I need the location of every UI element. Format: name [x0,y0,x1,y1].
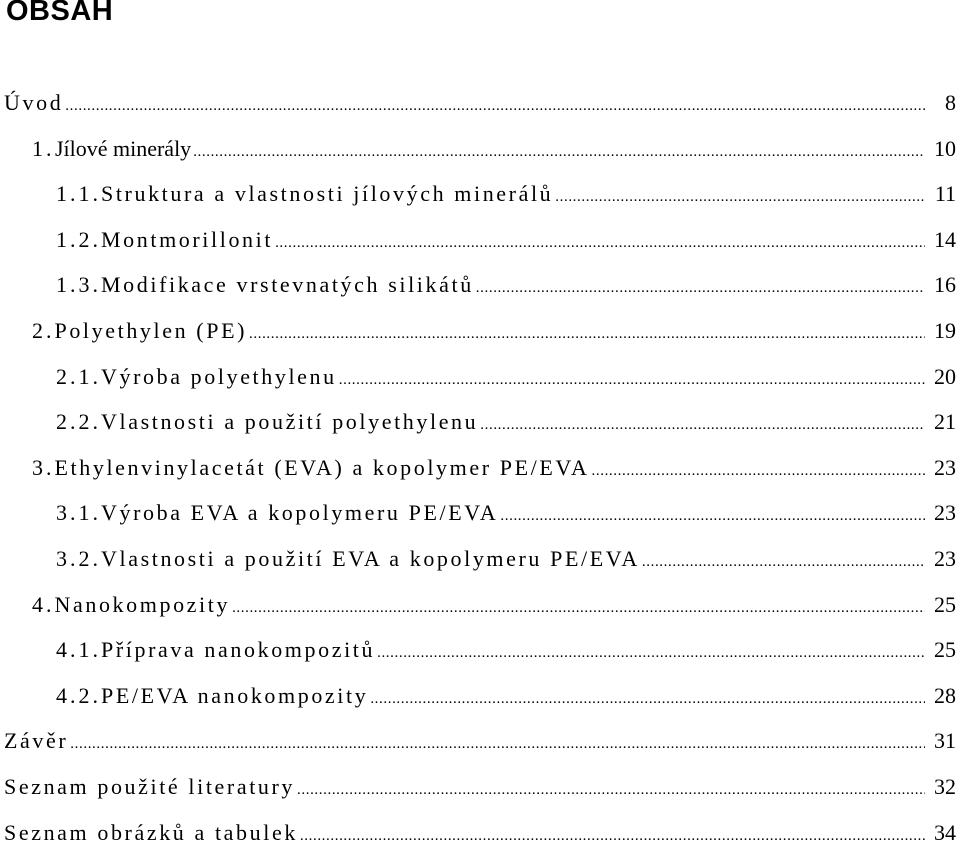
toc-entry[interactable] [0,683,960,727]
toc-entry-title: Příprava nanokompozitů [101,637,376,663]
toc-page-number: 20 [934,363,956,389]
toc-entry-title: Vlastnosti a použití polyethylenu [101,409,479,435]
toc-page-number: 19 [934,318,956,343]
toc-entry[interactable] [0,546,960,590]
toc-entry-number: 1.1. [56,181,101,207]
toc-dot-leader [232,600,925,617]
toc-page-number: 16 [934,272,956,298]
toc-dot-leader [339,372,925,389]
toc-dot-leader [476,280,925,297]
toc-dot-leader [297,782,925,799]
toc-page-number: 25 [934,591,956,617]
toc-entry-number: 3.2. [56,546,101,571]
toc-entry[interactable] [0,637,960,681]
toc-entry-number: 3.1. [56,500,101,526]
toc-dot-leader [249,326,925,343]
toc-entry[interactable] [0,820,960,864]
toc-page-number: 21 [934,409,956,435]
toc-page-number: 11 [934,181,956,207]
toc-page-number: 23 [934,546,956,571]
toc-entry-title: PE/EVA nanokompozity [101,682,369,708]
toc-entry[interactable] [0,181,960,225]
toc-entry-number: 4.1. [56,637,101,663]
toc-entry-title: Nanokompozity [54,591,231,617]
toc-dot-leader [70,736,925,753]
toc-entry-title: Modifikace vrstevnatých silikátů [101,272,474,298]
toc-page-number: 31 [934,728,956,754]
toc-entry-title: Seznam použité literatury [4,774,296,799]
toc-entry[interactable] [0,136,960,180]
toc-dot-leader [500,508,925,525]
toc-entry-title: Ethylenvinylacetát (EVA) a kopolymer PE/EVA [54,454,590,480]
toc-entry-number: 2.1. [56,363,101,389]
toc-page-number: 32 [934,774,956,799]
toc-page-number: 34 [934,819,956,845]
toc-page-number: 10 [934,135,956,161]
toc-entry[interactable] [0,774,960,818]
toc-entry[interactable] [0,409,960,453]
toc-entry[interactable] [0,500,960,544]
toc-entry[interactable] [0,318,960,362]
toc-page-number: 8 [945,90,956,115]
toc-entry-number: 1.2. [56,226,101,252]
toc-dot-leader [275,235,925,252]
toc-entry-number: 2.2. [56,409,101,435]
toc-entry[interactable] [0,364,960,408]
toc-dot-leader [377,645,925,662]
toc-entry-title: Jílové minerály [54,135,192,161]
toc-entry-title: Seznam obrázků a tabulek [4,819,298,845]
toc-dot-leader [370,691,925,708]
toc-page-number: 28 [934,682,956,708]
toc-page-number: 25 [934,637,956,663]
toc-entry-title: Montmorillonit [101,226,274,252]
toc-entry[interactable] [0,455,960,499]
toc-entry[interactable] [0,728,960,772]
toc-entry-title: Úvod [4,90,64,115]
toc-entry-title: Výroba EVA a kopolymeru PE/EVA [101,500,499,526]
toc-entry[interactable] [0,90,960,134]
toc-entry-number: 3. [32,454,55,480]
toc-entry-number: 1.3. [56,272,101,298]
toc-dot-leader [480,417,925,434]
toc-dot-leader [555,189,925,206]
toc-entry-title: Výroba polyethylenu [101,363,337,389]
toc-entry[interactable] [0,592,960,636]
toc-entry[interactable] [0,227,960,271]
toc-entry-title: Struktura a vlastnosti jílových minerálů [101,181,554,207]
toc-page-number: 14 [934,226,956,252]
toc-dot-leader [193,144,925,161]
toc-entry-number: 1. [32,135,55,161]
toc-page-number: 23 [934,454,956,480]
toc-dot-leader [65,98,925,115]
toc-dot-leader [300,828,925,845]
page-title: OBSAH [6,0,114,27]
toc-dot-leader [642,554,925,571]
toc-page-number: 23 [934,500,956,526]
toc-dot-leader [592,463,925,480]
toc-entry[interactable] [0,272,960,316]
toc-entry-title: Vlastnosti a použití EVA a kopolymeru PE/EVA [101,546,640,571]
toc-entry-number: 2. [32,318,55,343]
toc-entry-title: Polyethylen (PE) [54,318,248,343]
toc-entry-number: 4. [32,591,55,617]
toc-entry-title: Závěr [4,728,69,754]
toc-entry-number: 4.2. [56,682,101,708]
